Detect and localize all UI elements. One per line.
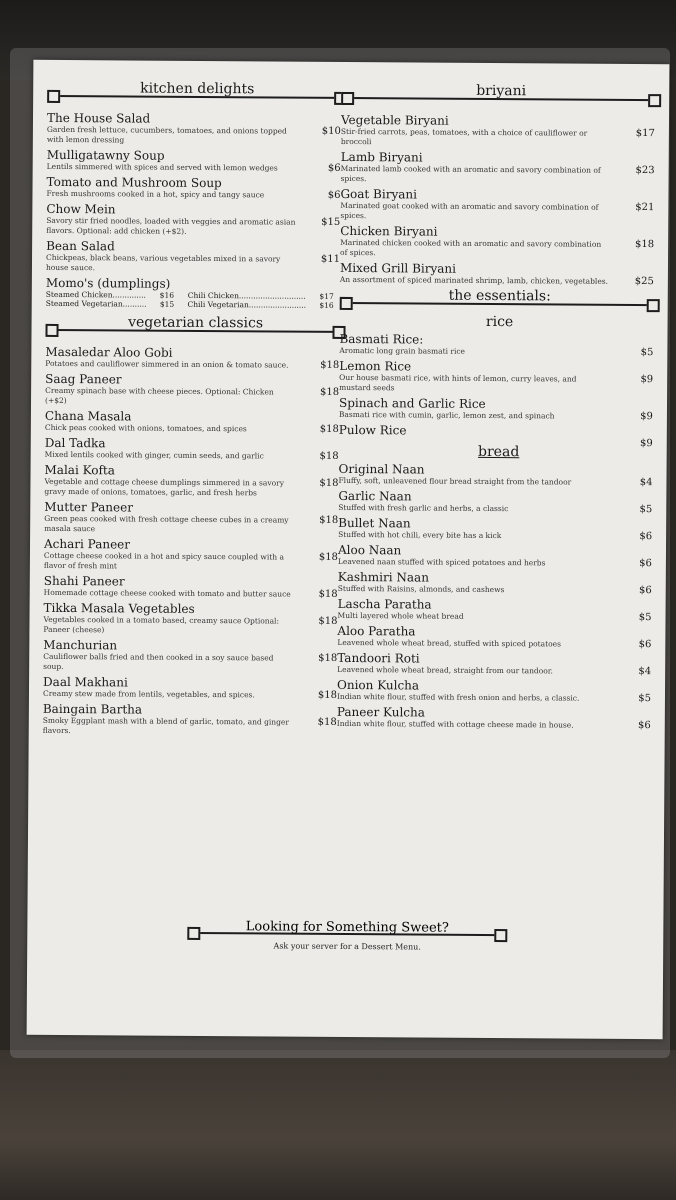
section-header-veg xyxy=(45,316,345,342)
item-price: $23 xyxy=(635,164,655,177)
kitchen-title: kitchen delights xyxy=(140,80,255,98)
item-name: Chicken Biryani xyxy=(340,223,438,239)
item-description: Potatoes and cauliflower simmered in an onion & tomato sauce. xyxy=(45,358,289,370)
menu-item xyxy=(45,410,345,435)
veg-title: vegetarian classics xyxy=(128,314,264,332)
item-name: Baingain Bartha xyxy=(42,701,143,717)
dessert-title: Looking for Something Sweet? xyxy=(245,919,449,936)
item-name: Dal Tadka xyxy=(44,435,106,451)
item-name: Lascha Paratha xyxy=(337,596,432,612)
item-description: Stuffed with hot chili, every bite has a kick xyxy=(338,529,502,541)
item-price: $9 xyxy=(639,438,653,450)
item-price: $17 xyxy=(635,127,655,140)
item-name: Bean Salad xyxy=(46,238,115,254)
item-name: Manchurian xyxy=(43,637,118,653)
kitchen-list xyxy=(46,112,347,275)
item-name: Malai Kofta xyxy=(44,462,115,478)
menu-page xyxy=(27,60,670,1039)
menu-item xyxy=(338,463,658,488)
item-description: An assortment of spiced marinated shrimp, lamb, chicken, vegetables. xyxy=(339,274,609,286)
item-name: Mixed Grill Biryani xyxy=(339,260,457,276)
item-description: Creamy stew made from lentils, vegetables, and spices. xyxy=(42,688,255,700)
item-price: $18 xyxy=(318,652,338,664)
momo-steamed-veg: Steamed Vegetarian.......... xyxy=(45,298,147,309)
menu-item xyxy=(339,397,659,422)
item-price: $18 xyxy=(319,423,339,435)
item-description: Marinated chicken cooked with an aromatic and savory combination of spices. xyxy=(340,237,602,258)
item-description: Chickpeas, black beans, various vegetables mixed in a savory house sauce. xyxy=(45,252,281,273)
momo-steamed-chicken-price: $16 xyxy=(159,290,175,300)
section-header-essentials xyxy=(340,289,660,315)
veg-list xyxy=(43,346,346,738)
item-name: Lemon Rice xyxy=(339,358,412,374)
menu-item xyxy=(46,240,346,275)
item-price: $10 xyxy=(321,125,341,137)
menu-item xyxy=(45,373,345,408)
item-name: Chana Masala xyxy=(44,408,132,424)
item-description: Fresh mushrooms cooked in a hot, spicy and tangy sauce xyxy=(46,188,265,200)
item-name: Masaledar Aloo Gobi xyxy=(45,344,173,360)
item-description: Garden fresh lettuce, cucumbers, tomatoes, and onions topped with lemon dressing xyxy=(46,124,287,145)
item-price: $18 xyxy=(319,514,339,526)
menu-item xyxy=(338,598,658,623)
menu-item xyxy=(44,538,344,573)
item-name: Tandoori Roti xyxy=(337,650,420,666)
menu-item xyxy=(340,262,660,287)
menu-item xyxy=(43,703,343,738)
item-description: Homemade cottage cheese cooked with tomato and butter sauce xyxy=(43,587,291,599)
item-name: Aloo Paratha xyxy=(337,623,416,639)
item-description: Aromatic long grain basmati rice xyxy=(339,345,466,356)
biryani-list xyxy=(340,114,661,287)
item-description: Savory stir fried noodles, loaded with veggies and aromatic asian flavors. Optional: add chicken (+$2). xyxy=(46,215,296,236)
menu-item xyxy=(45,437,345,462)
item-price: $6 xyxy=(327,162,341,174)
menu-item xyxy=(341,114,661,149)
menu-item-momos: Momo's (dumplings) Steamed Chicken.............. $16 Chili Chicken............................ $17 Steamed Vegetarian.......... $15 Chili Vegetarian........................ $16 xyxy=(45,275,334,310)
menu-item xyxy=(47,149,347,174)
menu-item xyxy=(47,112,347,147)
item-price: $18 xyxy=(319,477,339,489)
item-name: Tikka Masala Vegetables xyxy=(43,600,195,616)
item-description: Mixed lentils cooked with ginger, cumin seeds, and garlic xyxy=(44,449,264,461)
table-surface xyxy=(0,1050,676,1200)
bread-title: bread xyxy=(478,443,520,461)
menu-item xyxy=(341,151,661,186)
momo-steamed-chicken: Steamed Chicken.............. xyxy=(45,289,146,300)
item-description: Leavened whole wheat bread, stuffed with spiced potatoes xyxy=(337,637,562,649)
item-name: Daal Makhani xyxy=(43,674,128,690)
item-description: Marinated lamb cooked with an aromatic and savory combination of spices. xyxy=(340,163,601,184)
item-price: $6 xyxy=(639,531,653,543)
bread-list xyxy=(337,463,659,731)
item-description: Stuffed with fresh garlic and herbs, a classic xyxy=(338,502,509,514)
menu-item xyxy=(43,676,343,701)
item-description: Indian white flour, stuffed with cottage cheese made in house. xyxy=(336,718,574,730)
item-description: Creamy spinach base with cheese pieces. Optional: Chicken (+$2) xyxy=(45,385,274,406)
item-name: Onion Kulcha xyxy=(337,677,420,693)
item-description: Cauliflower balls fried and then cooked in a soy sauce based soup. xyxy=(43,651,274,672)
menu-item xyxy=(45,346,345,371)
item-name: Lamb Biryani xyxy=(340,149,423,165)
item-description: Cottage cheese cooked in a hot and spicy sauce coupled with a flavor of fresh mint xyxy=(43,550,284,571)
item-price: $15 xyxy=(321,216,341,228)
momo-chili-chicken: Chili Chicken............................ xyxy=(187,290,306,301)
item-description: Fluffy, soft, unleavened flour bread straight from the tandoor xyxy=(338,475,572,487)
item-description: Leavened whole wheat bread, straight from our tandoor. xyxy=(337,664,553,676)
item-price: $6 xyxy=(327,189,341,201)
item-price: $6 xyxy=(638,585,652,597)
item-name: Tomato and Mushroom Soup xyxy=(46,174,222,191)
item-description: Vegetable and cottage cheese dumplings simmered in a savory gravy made of onions, tomatoes, garlic, and fresh herbs xyxy=(44,476,285,498)
item-price: $6 xyxy=(639,558,652,570)
menu-item xyxy=(339,360,659,395)
biryani-title: briyani xyxy=(476,82,527,100)
item-name: Vegetable Biryani xyxy=(340,112,449,128)
item-price: $5 xyxy=(639,504,653,516)
item-name: Pulow Rice xyxy=(338,422,407,438)
dessert-subtitle: Ask your server for a Dessert Menu. xyxy=(273,941,421,952)
item-name: Saag Paneer xyxy=(45,371,122,387)
menu-item xyxy=(43,639,343,674)
item-name: Paneer Kulcha xyxy=(336,704,425,720)
item-price: $9 xyxy=(640,374,654,386)
item-description: Leavened naan stuffed with spiced potatoes and herbs xyxy=(337,556,546,568)
rice-list xyxy=(338,331,660,450)
item-name: Mulligatawny Soup xyxy=(46,147,165,163)
menu-item xyxy=(340,225,660,260)
item-price: $5 xyxy=(640,347,654,359)
item-price: $18 xyxy=(635,238,655,251)
item-price: $6 xyxy=(638,639,652,651)
item-name: Kashmiri Naan xyxy=(337,569,430,585)
item-description: Chick peas cooked with onions, tomatoes, and spices xyxy=(44,422,247,434)
menu-item xyxy=(44,575,344,600)
dessert-banner xyxy=(187,919,507,961)
item-description: Stuffed with Raisins, almonds, and cashews xyxy=(337,583,505,595)
menu-item xyxy=(46,176,346,201)
item-price: $18 xyxy=(317,689,338,701)
item-name: Basmati Rice: xyxy=(339,331,424,347)
menu-item xyxy=(338,422,659,450)
section-header-kitchen xyxy=(47,82,347,108)
item-name: The House Salad xyxy=(46,110,151,126)
rice-title: rice xyxy=(485,313,514,331)
menu-item xyxy=(337,652,657,677)
essentials-title: the essentials: xyxy=(448,287,551,305)
item-name: Achari Paneer xyxy=(43,536,131,552)
menu-item xyxy=(337,706,657,731)
item-price: $18 xyxy=(320,359,340,371)
menu-item xyxy=(338,544,658,569)
menu-item xyxy=(44,464,344,499)
momo-chili-veg: Chili Vegetarian........................ xyxy=(187,299,307,310)
momo-steamed-veg-price: $15 xyxy=(159,299,175,309)
menu-item xyxy=(337,625,657,650)
item-name: Chow Mein xyxy=(46,201,116,217)
item-price: $9 xyxy=(640,411,653,423)
item-price: $4 xyxy=(639,477,653,489)
menu-item xyxy=(340,188,660,223)
momo-chili-veg-price: $16 xyxy=(319,300,334,310)
item-description: Multi layered whole wheat bread xyxy=(337,610,464,621)
menu-item xyxy=(44,501,344,536)
momo-chili-chicken-price: $17 xyxy=(319,291,334,301)
item-description: Vegetables cooked in a tomato based, creamy sauce Optional: Paneer (cheese) xyxy=(43,614,280,635)
item-name: Garlic Naan xyxy=(338,488,412,504)
item-name: Shahi Paneer xyxy=(43,573,125,589)
item-description: Indian white flour, stuffed with fresh onion and herbs, a classic. xyxy=(336,691,580,703)
item-price: $18 xyxy=(319,450,339,462)
item-price: $18 xyxy=(318,615,338,627)
item-name: Original Naan xyxy=(338,461,425,477)
item-price: $5 xyxy=(638,693,652,705)
menu-item xyxy=(43,602,343,637)
item-price: $18 xyxy=(318,588,338,600)
item-name: Mutter Paneer xyxy=(44,499,134,515)
item-price: $25 xyxy=(634,275,654,288)
item-description: Lentils simmered with spices and served with lemon wedges xyxy=(46,161,278,173)
item-price: $5 xyxy=(638,612,652,624)
menu-item xyxy=(337,679,657,704)
menu-item xyxy=(339,333,659,358)
item-description: Marinated goat cooked with an aromatic and savory combination of spices. xyxy=(340,200,599,221)
item-description: Green peas cooked with fresh cottage cheese cubes in a creamy masala sauce xyxy=(44,513,289,534)
item-description: Stir-fried carrots, peas, tomatoes, with a choice of cauliflower or broccoli xyxy=(340,126,588,147)
left-column xyxy=(43,82,348,742)
item-name: Aloo Naan xyxy=(337,542,402,558)
item-name: Goat Biryani xyxy=(340,186,418,202)
item-price: $11 xyxy=(320,253,341,265)
item-description: Smoky Eggplant mash with a blend of garlic, tomato, and ginger flavors. xyxy=(42,715,289,736)
menu-item xyxy=(338,571,658,596)
item-price: $18 xyxy=(317,716,337,728)
item-price: $6 xyxy=(638,720,651,732)
item-price: $4 xyxy=(638,666,652,678)
right-column xyxy=(337,84,662,735)
section-header-biryani xyxy=(341,84,661,110)
menu-item xyxy=(338,517,658,542)
item-price: $18 xyxy=(319,386,340,398)
menu-item xyxy=(338,490,658,515)
menu-item xyxy=(46,203,346,238)
item-name: Bullet Naan xyxy=(338,515,411,531)
item-description: Our house basmati rice, with hints of lemon, curry leaves, and mustard seeds xyxy=(339,372,577,393)
item-name: Spinach and Garlic Rice xyxy=(338,395,486,411)
item-price: $21 xyxy=(635,201,655,214)
item-price: $18 xyxy=(318,551,338,563)
item-description: Basmati rice with cumin, garlic, lemon zest, and spinach xyxy=(338,409,555,421)
